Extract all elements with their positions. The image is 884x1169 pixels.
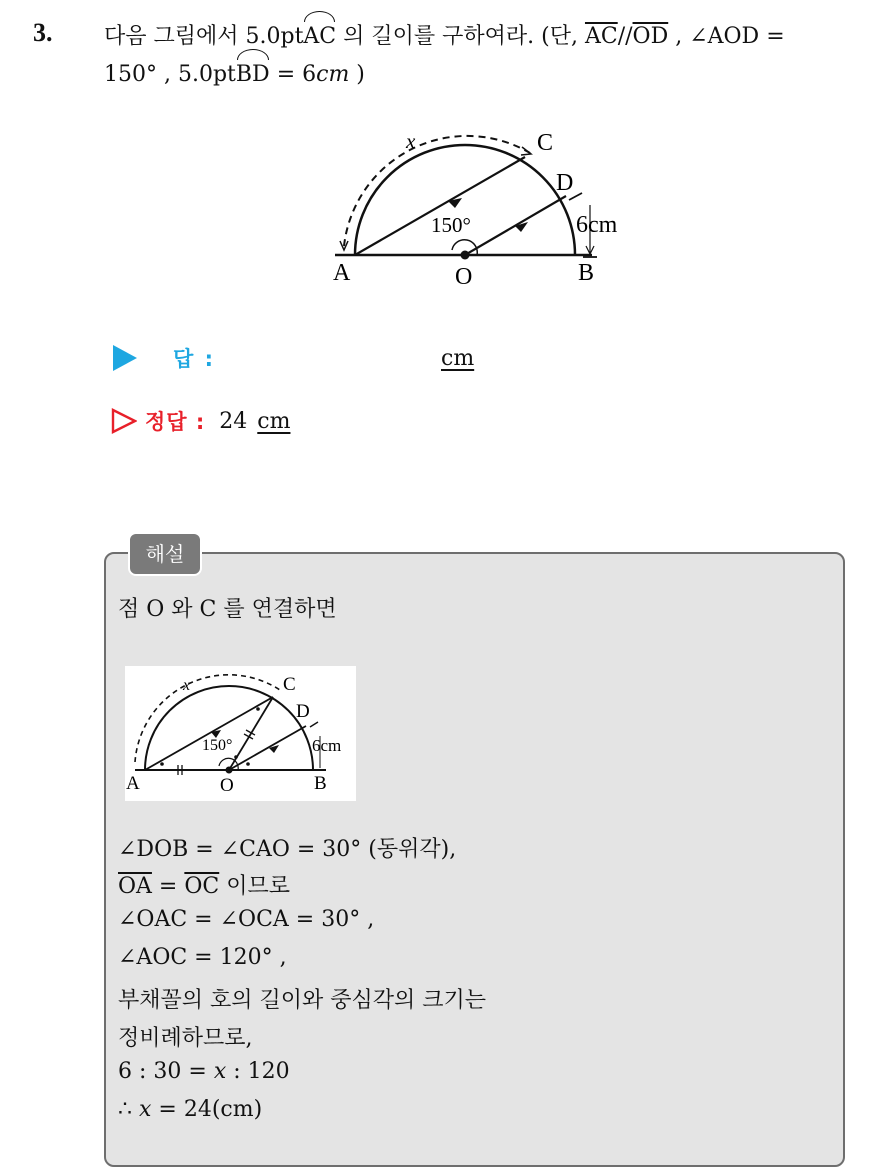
semicircle-figure	[320, 118, 650, 293]
fig2-label-x: x	[183, 677, 191, 694]
therefore-sign: ∴	[118, 1097, 139, 1122]
fig2-label-b: B	[314, 773, 327, 794]
equals-sign: =	[151, 874, 185, 899]
correct-answer-row	[111, 406, 290, 436]
label-b: B	[578, 260, 595, 286]
answer-unit: cm	[441, 345, 475, 371]
fig2-label-c: C	[283, 674, 296, 695]
fig2-label-d: D	[296, 701, 310, 722]
segment-oc: $\overline{OC}$	[184, 874, 220, 899]
explanation-line-2: ∠DOB = ∠CAO = 30° (동위각),	[118, 837, 457, 862]
explanation-line-6: 부채꼴의 호의 길이와 중심각의 크기는	[118, 988, 487, 1013]
label-angle: 150°	[431, 213, 471, 237]
fig2-label-o: O	[220, 775, 234, 796]
explanation-line-3	[118, 869, 290, 900]
explanation-line-4: ∠OAC = ∠OCA = 30° ,	[118, 907, 375, 932]
ratio-left: 6 : 30 =	[118, 1059, 214, 1084]
parallel-sign: //	[617, 24, 633, 49]
result-value: = 24(cm)	[151, 1097, 263, 1122]
var-x: x	[213, 1059, 227, 1084]
correct-value: 24	[219, 408, 248, 434]
segment-oa: $\overline{OA}$	[118, 874, 152, 899]
arc-ac: AC	[303, 18, 336, 56]
answer-row	[113, 343, 474, 373]
question-seg6: )	[349, 62, 365, 87]
label-x: x	[406, 129, 416, 153]
segment-od: $\overline{OD}$	[632, 24, 669, 49]
question-text	[104, 18, 864, 94]
unit-cm: cm	[316, 62, 350, 87]
explanation-line-9	[118, 1097, 262, 1122]
center-o	[461, 251, 470, 260]
label-c: C	[537, 130, 554, 156]
explanation-line-7: 정비례하므로,	[118, 1026, 253, 1051]
question-number: 3.	[33, 18, 53, 47]
answer-label: 답 :	[173, 347, 215, 371]
fig2-label-a: A	[126, 773, 140, 794]
ratio-right: : 120	[226, 1059, 290, 1084]
var-x-result: x	[139, 1097, 152, 1122]
question-seg5: = 6	[269, 62, 317, 87]
explanation-tab: 해설	[128, 532, 202, 576]
semicircle-arc	[355, 145, 575, 255]
explanation-line-8	[118, 1059, 290, 1084]
label-d: D	[556, 170, 574, 196]
segment-ac: $\overline{AC}$	[584, 24, 618, 49]
label-o: O	[455, 264, 473, 290]
explanation-line-1: 점 O 와 C 를 연결하면	[118, 597, 337, 622]
fig2-label-angle: 150°	[202, 737, 233, 754]
correct-label: 정답 :	[145, 410, 206, 434]
question-seg1: 다음 그림에서 5.0pt	[104, 24, 304, 49]
question-seg4: 150° , 5.0pt	[104, 62, 236, 87]
line3-suffix: 이므로	[219, 874, 290, 899]
outline-play-icon	[111, 408, 137, 434]
arc-bd: BD	[236, 56, 270, 94]
correct-unit: cm	[257, 408, 291, 434]
label-length: 6cm	[576, 212, 618, 238]
play-icon	[113, 345, 137, 371]
label-a: A	[333, 260, 351, 286]
fig2-label-length: 6cm	[312, 736, 342, 755]
radius-od	[465, 196, 566, 255]
answer-blank[interactable]	[215, 346, 441, 370]
question-seg2: 의 길이를 구하여라. (단,	[336, 24, 585, 49]
explanation-line-5: ∠AOC = 120° ,	[118, 945, 287, 970]
explanation-figure	[125, 666, 356, 801]
question-seg3: , ∠AOD =	[668, 24, 785, 49]
